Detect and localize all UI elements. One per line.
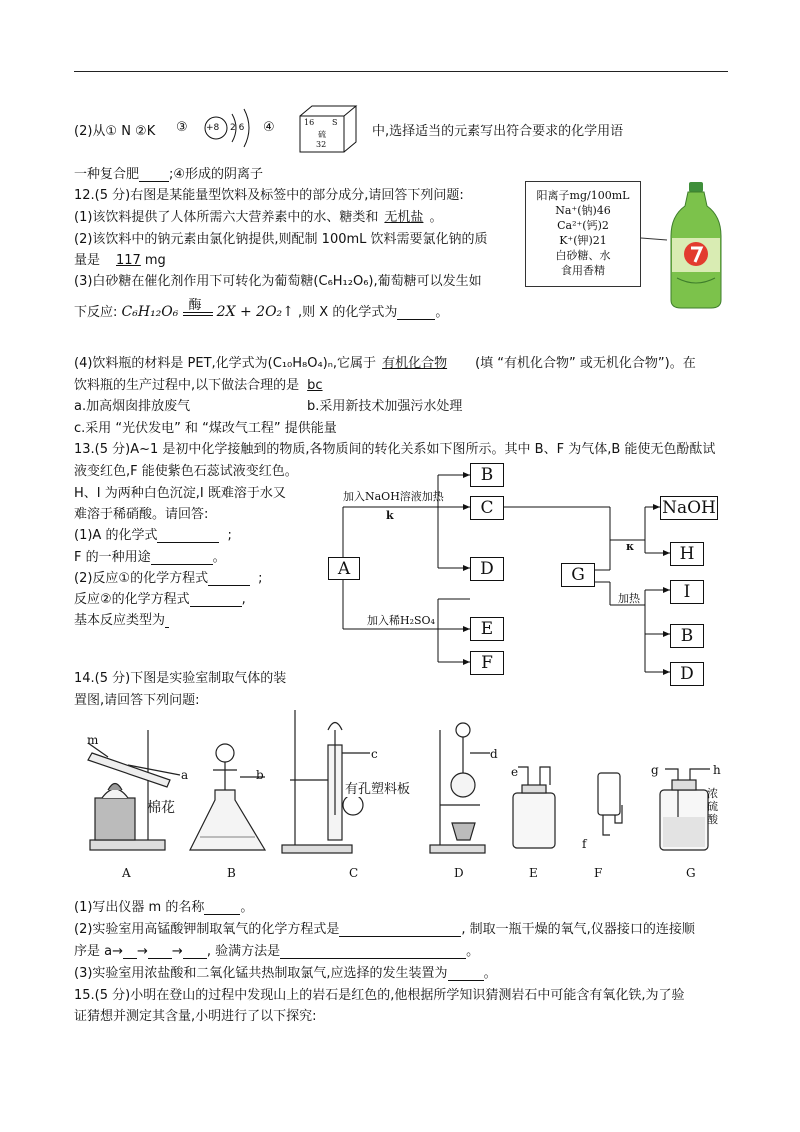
node-b2: B [670, 624, 704, 648]
q13-line2: 液变红色,F 能使紫色石蕊试液变红色。 [74, 464, 298, 479]
apparatus-label-f: f [582, 837, 587, 851]
node-a: A [328, 557, 360, 580]
apparatus-label-d: d [490, 747, 498, 761]
q14-q3-end: 。 [483, 966, 497, 981]
node-i: I [670, 580, 704, 604]
apparatus-label-h: h [713, 763, 721, 777]
label-naoh-heat: 加入NaOH溶液加热 [343, 490, 444, 503]
q13-q2a-end: ; [258, 571, 263, 586]
cube-number: 16 [304, 118, 315, 127]
node-c: C [470, 496, 504, 520]
node-g: G [561, 563, 595, 587]
apparatus-label-m: m [87, 733, 99, 747]
cube-mass: 32 [316, 140, 327, 149]
apparatus-caption-d: D [454, 866, 464, 880]
apparatus-caption-a: A [122, 866, 131, 880]
label-k1: k [386, 509, 394, 522]
apparatus-caption-f: F [594, 866, 603, 880]
apparatus-label-g: g [651, 763, 659, 777]
q15-line1: 15.(5 分)小明在登山的过程中发现山上的岩石是红色的,他根据所学知识猜测岩石中可能含有氧化铁,为了验 [74, 988, 685, 1003]
q13-q1b-end: 。 [212, 550, 226, 565]
q12-p3: (3)白砂糖在催化剂作用下可转化为葡萄糖(C₆H₁₂O₆),葡萄糖可以发生如 [74, 274, 482, 289]
q14-q2-text: (2)实验室用高锰酸钾制取氧气的化学方程式是 [74, 922, 340, 937]
q12-p3-tail: ,则 X 的化学式为 [298, 305, 398, 320]
apparatus-label-b: b [256, 768, 264, 782]
q12-p4-text2: (填 “有机化合物” 或无机化合物”)。在 [475, 356, 696, 371]
arrow-glyph: → [171, 944, 183, 959]
q14-q2-text3: 序是 a→ [74, 944, 123, 959]
node-h: H [670, 542, 704, 566]
q12-p4-answer: 有机化合物 [382, 356, 448, 371]
node-naoh: NaOH [660, 496, 718, 520]
option-c: c.采用 “光伏发电” 和 “煤改气工程” 提供能量 [74, 421, 337, 436]
q12-p4-text: (4)饮料瓶的材料是 PET,化学式为(C₁₀H₈O₄)ₙ,它属于 [74, 356, 377, 371]
label-line: 白砂糖、水 [555, 249, 611, 262]
conc-acid-label: 浓硫酸 [707, 787, 718, 826]
q14-q2-text2: , 制取一瓶干燥的氧气,仪器接口的连接顺 [461, 922, 695, 937]
apparatus-label-a: a [181, 768, 189, 782]
q11-line2-b: ;④形成的阴离子 [169, 167, 264, 182]
label-line: K⁺(钾)21 [559, 234, 607, 247]
apparatus-label-e: e [511, 765, 519, 779]
label-line: Na⁺(钠)46 [555, 204, 611, 217]
answer-blank [339, 922, 461, 937]
q14-q1-end: 。 [240, 900, 254, 915]
q12-p3-end: 。 [435, 305, 449, 320]
label-heat: 加热 [618, 592, 640, 605]
q13-q2c-text: 基本反应类型为 [74, 613, 166, 628]
q12-p2a: (2)该饮料中的钠元素由氯化钠提供,则配制 100mL 饮料需要氯化钠的质 [74, 232, 488, 247]
equation-left: C₆H₁₂O₆ [121, 304, 179, 320]
answer-blank [280, 944, 466, 959]
atom-nucleus-label: +8 [206, 123, 220, 133]
q11-item4: ④ [263, 120, 275, 135]
q13-line4: 难溶于稀硝酸。请回答: [74, 507, 209, 522]
q13-q2b-end: , [241, 592, 246, 607]
label-h2so4: 加入稀H₂SO₄ [367, 614, 435, 627]
q14-q2-end: 。 [466, 944, 480, 959]
q14-title: 14.(5 分)下图是实验室制取气体的装 [74, 671, 287, 686]
node-b: B [470, 463, 504, 487]
q11-item3: ③ [176, 120, 188, 135]
q14-q2-order [74, 940, 479, 959]
q13-title: 13.(5 分)A~1 是初中化学接触到的物质,各物质间的转化关系如下图所示。其中 B、F 为气体,B 能使无色酚酞试 [74, 442, 716, 457]
apparatus-caption-b: B [227, 866, 236, 880]
cube-symbol: S [332, 118, 338, 127]
option-b: b.采用新技术加强污水处理 [307, 399, 463, 414]
q12-p1-text: (1)该饮料提供了人体所需六大营养素中的水、糖类和 [74, 210, 379, 225]
enzyme-label: 酶 [188, 298, 202, 313]
label-line: 阳离子mg/100mL [536, 189, 630, 202]
porous-plate-label: 有孔塑料板 [345, 778, 410, 797]
answer-blank [448, 966, 484, 981]
cotton-label: 棉花 [147, 800, 175, 816]
q12-reaction-lead: 下反应: [74, 305, 118, 320]
label-line: Ca²⁺(钙)2 [557, 219, 609, 232]
q13-line3: H、I 为两种白色沉淀,I 既难溶于水又 [74, 486, 286, 501]
node-d2: D [670, 662, 704, 686]
answer-blank [148, 944, 172, 959]
cube-name: 硫 [318, 130, 326, 139]
node-d: D [470, 557, 504, 581]
arrow-glyph: → [137, 944, 148, 959]
q14-q2-text4: , 验满方法是 [206, 944, 281, 959]
q14-q1-text: (1)写出仪器 m 的名称 [74, 900, 205, 915]
q12-p4-text3: 饮料瓶的生产过程中,以下做法合理的是 [74, 378, 300, 393]
q14-q2 [74, 918, 695, 937]
q13-q2a-text: (2)反应①的化学方程式 [74, 571, 209, 586]
q14-title2: 置图,请回答下列问题: [74, 693, 200, 708]
apparatus-caption-c: C [349, 866, 359, 880]
q13-q1a-text: (1)A 的化学式 [74, 528, 158, 543]
answer-blank [123, 944, 137, 959]
q12-p4-answer2: bc [307, 378, 323, 393]
q11-line2-a: 一种复合肥 [74, 167, 140, 182]
q14-q3-text: (3)实验室用浓盐酸和二氧化锰共热制取氯气,应选择的发生装置为 [74, 966, 448, 981]
atom-shell-label: 2 6 [230, 123, 245, 133]
q12-p1-answer: 无机盐 [384, 210, 424, 225]
node-e: E [470, 617, 504, 641]
q13-q1b-text: F 的一种用途 [74, 550, 151, 565]
node-f: F [470, 651, 504, 675]
q13-q1a-end: ; [227, 528, 232, 543]
q12-title: 12.(5 分)右图是某能量型饮料及标签中的部分成分,请回答下列问题: [74, 188, 464, 203]
q14-q1 [74, 896, 253, 915]
option-a: a.加高烟囱排放废气 [74, 399, 191, 414]
label-line: 食用香精 [561, 264, 605, 277]
apparatus-label-c: c [371, 747, 378, 761]
label-k2: κ [626, 540, 635, 553]
q13-q2b-text: 反应②的化学方程式 [74, 592, 190, 607]
q12-p2-text: 量是 [74, 253, 101, 268]
q15-line2: 证猜想并测定其含量,小明进行了以下探究: [74, 1009, 317, 1024]
equation-right: 2X + 2O₂↑ [216, 304, 294, 320]
answer-blank [183, 944, 207, 959]
apparatus-caption-e: E [529, 866, 538, 880]
q11-part2-lead: (2)从① N ②K [74, 124, 156, 139]
q11-part2-tail: 中,选择适当的元素写出符合要求的化学用语 [372, 124, 624, 139]
q12-p2-answer: 117 [116, 253, 141, 268]
answer-blank [204, 900, 240, 915]
apparatus-caption-g: G [686, 866, 696, 880]
q12-p2-unit: mg [144, 253, 166, 268]
q14-q3 [74, 962, 497, 981]
q12-p1-end: 。 [429, 210, 443, 225]
